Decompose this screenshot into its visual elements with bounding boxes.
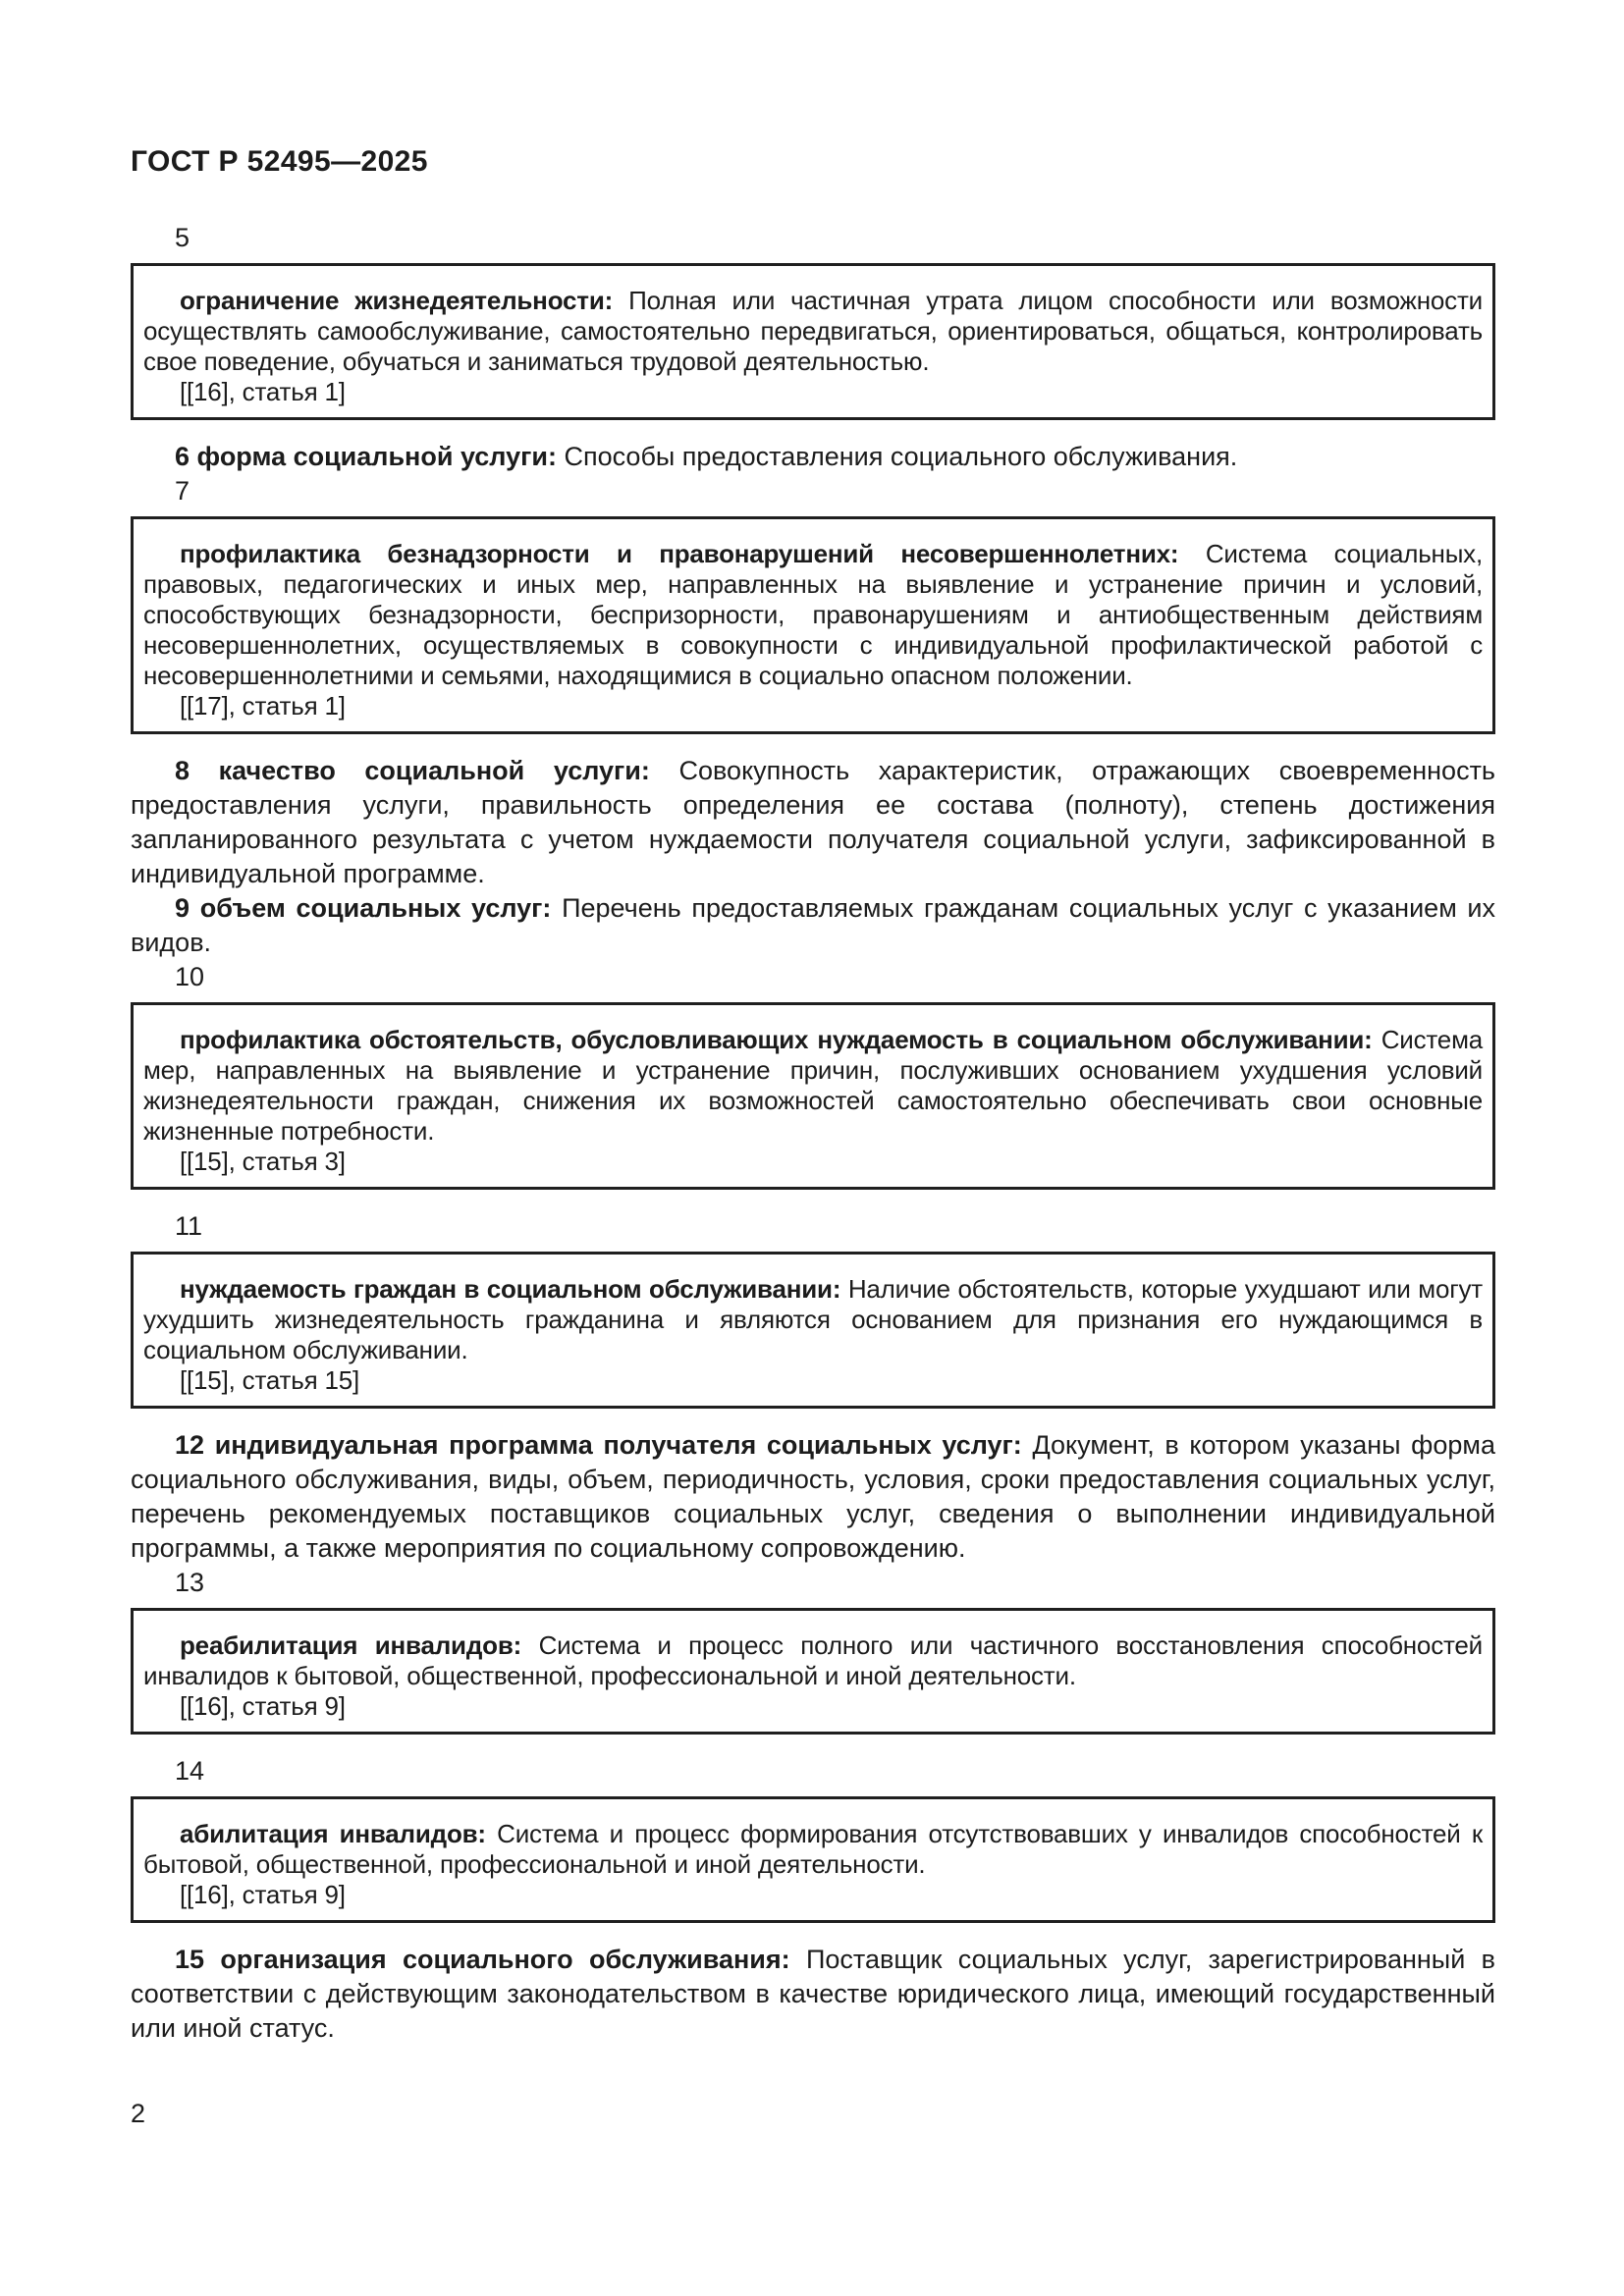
definition-paragraph [143, 539, 1483, 691]
definition-box [131, 263, 1495, 420]
definition-text: Система и процесс полного или частичного восстановления способностей инвалидов к бытовой, общественной, профессиональной и иной деятельности. [143, 1630, 1483, 1690]
term-number: 13 [175, 1568, 205, 1597]
term-text: реабилитация инвалидов: [180, 1630, 522, 1660]
term-text: форма социальной услуги: [196, 442, 557, 471]
term-number: 7 [175, 476, 190, 506]
legal-reference: [[16], статья 9] [180, 1691, 346, 1721]
term-text: нуждаемость граждан в социальном обслуживании: [180, 1274, 841, 1304]
term-text: профилактика безнадзорности и правонарушений несовершеннолетних: [180, 539, 1179, 568]
legal-reference: [[16], статья 1] [180, 377, 346, 406]
legal-reference: [[15], статья 15] [180, 1365, 360, 1395]
definition-text: Перечень предоставляемых гражданам социальных услуг с указанием их видов. [131, 893, 1495, 957]
term-number: 15 [175, 1945, 205, 1974]
term-number: 10 [175, 962, 205, 991]
definition-paragraph [143, 286, 1483, 377]
term-number: 11 [175, 1211, 203, 1241]
definition-paragraph [131, 1943, 1495, 2046]
term-number: 6 [175, 442, 190, 471]
definition-paragraph [131, 754, 1495, 891]
definition-paragraph [143, 1274, 1483, 1365]
definition-box [131, 1002, 1495, 1190]
term-text: индивидуальная программа получателя социальных услуг: [214, 1430, 1022, 1460]
term-text: ограничение жизнедеятельности: [180, 286, 614, 315]
definition-box [131, 1252, 1495, 1409]
term-text: абилитация инвалидов: [180, 1819, 486, 1848]
legal-reference: [[15], статья 3] [180, 1147, 346, 1176]
term-number: 14 [175, 1756, 205, 1786]
definition-paragraph [131, 440, 1495, 474]
definition-text: Способы предоставления социального обслуживания. [564, 442, 1238, 471]
definition-text: Поставщик социальных услуг, зарегистрированный в соответствии с действующим законодательством в качестве юридического лица, имеющий государственный или иной статус. [131, 1945, 1495, 2043]
term-number: 9 [175, 893, 190, 923]
term-text: профилактика обстоятельств, обусловливающих нуждаемость в социальном обслуживании: [180, 1025, 1373, 1054]
definition-text: Наличие обстоятельств, которые ухудшают или могут ухудшить жизнедеятельность гражданина и являются основанием для признания его нуждающимся в социальном обслуживании. [143, 1274, 1484, 1364]
definition-paragraph [143, 1025, 1483, 1147]
term-number: 8 [175, 756, 190, 785]
definition-paragraph [131, 891, 1495, 960]
definition-box [131, 1796, 1495, 1923]
term-text: качество социальной услуги: [218, 756, 650, 785]
legal-reference: [[16], статья 9] [180, 1880, 346, 1909]
term-text: объем социальных услуг: [199, 893, 552, 923]
definition-text: Система и процесс формирования отсутствовавших у инвалидов способностей к бытовой, общественной, профессиональной и иной деятельности. [143, 1819, 1483, 1879]
document-header: ГОСТ Р 52495—2025 [131, 145, 428, 178]
term-text: организация социального обслуживания: [220, 1945, 790, 1974]
definition-box [131, 516, 1495, 734]
definition-text: Система социальных, правовых, педагогических и иных мер, направленных на выявление и устранение причин и условий, способствующих безнадзорности, беспризорности, правонарушениям и антиобщественным действиям несовершеннолетних, осуществляемых в совокупности с индивидуальной профилактической работой с несовершеннолетними и семьями, находящимися в социально опасном положении. [143, 539, 1484, 690]
definition-text: Совокупность характеристик, отражающих своевременность предоставления услуги, правильность определения ее состава (полноту), степень достижения запланированного результата с учетом нуждаемости получателя социальной услуги, зафиксированной в индивидуальной программе. [131, 756, 1496, 888]
definition-text: Полная или частичная утрата лицом способности или возможности осуществлять самообслуживание, самостоятельно передвигаться, ориентироваться, общаться, контролировать свое поведение, обучаться и заниматься трудовой деятельностью. [143, 286, 1483, 376]
page-content [131, 144, 1495, 2131]
page-number: 2 [131, 2099, 146, 2128]
definition-paragraph [143, 1630, 1483, 1691]
definition-paragraph [143, 1819, 1483, 1880]
definition-text: Документ, в котором указаны форма социального обслуживания, виды, объем, периодичность, условия, сроки предоставления социальных услуг, перечень рекомендуемых поставщиков социальных услуг, сведения о выполнении индивидуальной программы, а также мероприятия по социальному сопровождению. [131, 1430, 1495, 1563]
legal-reference: [[17], статья 1] [180, 691, 346, 721]
definition-box [131, 1608, 1495, 1735]
definition-text: Система мер, направленных на выявление и устранение причин, послуживших основанием ухудшения условий жизнедеятельности граждан, снижения их возможностей самостоятельно обеспечивать свои основные жизненные потребности. [143, 1025, 1483, 1146]
term-number: 12 [175, 1430, 205, 1460]
term-number: 5 [175, 223, 190, 252]
definition-paragraph [131, 1428, 1495, 1566]
